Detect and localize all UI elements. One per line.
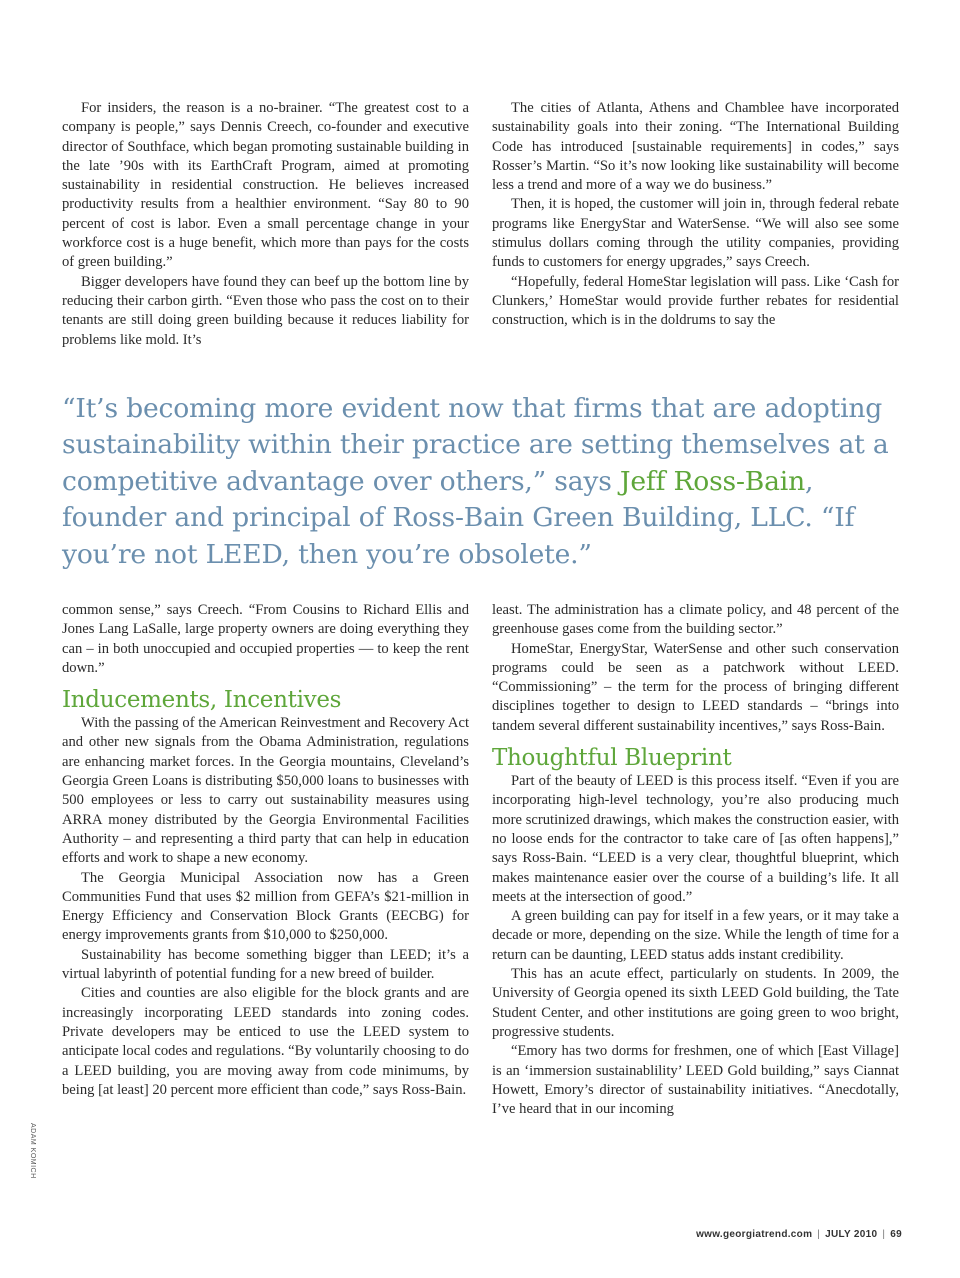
footer-url: www.georgiatrend.com <box>696 1229 813 1240</box>
body-paragraph: With the passing of the American Reinvestment and Recovery Act and other new signals from the Obama Administration, regulations are enhancing market forces. In the Georgia mountains, Cleveland’s Georgia Green Loans is distributing $50,000 loans to businesses with 500 employees or less to carry out sustainability measures using ARRA money distributed by the Georgia Environmental Facilities Authority – and representing a third party that can help in education efforts and work to shape a new economy. <box>62 715 469 867</box>
footer-divider: | <box>817 1229 821 1240</box>
body-paragraph: The cities of Atlanta, Athens and Chamblee have incorporated sustainability goals into their zoning. “The International Building Code has introduced [sustainable requirements] in codes,” says Rosser’s Martin. “So it’s now looking like sustainability will become less a trend and more of a way we do business.” <box>492 100 899 194</box>
footer-issue: JULY 2010 <box>825 1229 878 1240</box>
page-number: 69 <box>890 1229 902 1240</box>
page-footer <box>696 1229 902 1240</box>
footer-divider: | <box>882 1229 886 1240</box>
body-paragraph: This has an acute effect, particularly on students. In 2009, the University of Georgia opened its sixth LEED Gold building, the Tate Student Center, and other institutions are going green to woo bright, progressive students. <box>492 966 899 1040</box>
photo-credit: ADAM KOMICH <box>29 1123 36 1179</box>
body-paragraph: Bigger developers have found they can beef up the bottom line by reducing their carbon girth. “Even those who pass the cost on to their tenants are still doing green building because it reduces liability for problems like mold. It’s <box>62 273 469 348</box>
article-column-bottom-right <box>492 601 899 1119</box>
pull-quote <box>62 391 912 573</box>
article-column-top-right <box>492 99 899 331</box>
body-paragraph: Sustainability has become something bigger than LEED; it’s a virtual labyrinth of potential funding for a new breed of builder. <box>62 946 469 983</box>
pull-quote-speaker: Jeff Ross-Bain <box>619 465 806 497</box>
body-paragraph: HomeStar, EnergyStar, WaterSense and other such conservation programs could be seen as a patchwork without LEED. “Commissioning” – the term for the process of bringing different disciplines together to design to LEED standards – “brings into tandem several different sustainability incentives,” says Ross-Bain. <box>492 640 899 734</box>
pull-quote-text-end: , founder and principal of Ross-Bain Green Building, LLC. “If you’re not LEED, then you’re obsolete.” <box>62 465 855 570</box>
article-column-top-left <box>62 99 469 350</box>
pull-quote-text: “It’s becoming more evident now that firms that are adopting sustainability within their practice are setting themselves at a competitive advantage over others,” says <box>62 393 889 497</box>
article-column-bottom-left <box>62 601 469 1100</box>
body-paragraph: Part of the beauty of LEED is this process itself. “Even if you are incorporating high-level technology, you’re also producing much more scrutinized drawings, which makes the construction easier, with no loose ends for the contractor to take care of [as often happens],” says Ross-Bain. “LEED is a very clear, thoughtful blueprint, which makes maintenance easier over the course of a building’s life. It all meets at the intersection of good.” <box>492 773 899 905</box>
body-paragraph-continued: least. The administration has a climate policy, and 48 percent of the greenhouse gases come from the building sector.” <box>492 602 899 638</box>
body-paragraph-continued: common sense,” says Creech. “From Cousins to Richard Ellis and Jones Lang LaSalle, large property owners are doing everything they can – in both unoccupied and occupied properties — to keep the rent down.” <box>62 602 469 676</box>
body-paragraph: A green building can pay for itself in a few years, or it may take a decade or more, depending on the size. While the length of time for a return can be daunting, LEED status adds instant credibility. <box>492 908 899 963</box>
body-paragraph: “Emory has two dorms for freshmen, one of which [East Village] is an ‘immersion sustainablility’ LEED Gold building,” says Ciannat Howett, Emory’s director of sustainability initiatives. “Anecdotally, I’ve heard that in our incoming <box>492 1043 899 1118</box>
body-paragraph: Cities and counties are also eligible for the block grants and are increasingly incorporating LEED standards into zoning codes. Private developers may be enticed to use the LEED system to anticipate local codes and regulations. “By voluntarily choosing to do a LEED building, you are moving away from code minimums, by being [at least] 20 percent more efficient than code,” says Ross-Bain. <box>62 985 469 1098</box>
body-paragraph: Then, it is hoped, the customer will join in, through federal rebate programs like EnergyStar and WaterSense. “We will also see some stimulus dollars coming through the utility companies, providing funds to customers for energy upgrades,” says Creech. <box>492 196 899 271</box>
body-paragraph: “Hopefully, federal HomeStar legislation will pass. Like ‘Cash for Clunkers,’ HomeStar would provide further rebates for residential construction, which is in the doldrums to say the <box>492 273 899 329</box>
body-paragraph: The Georgia Municipal Association now has a Green Communities Fund that uses $2 million from GEFA’s $21-million in Energy Efficiency and Conservation Block Grants (EECBG) for energy improvements grants from $10,000 to $250,000. <box>62 869 469 944</box>
body-paragraph: For insiders, the reason is a no-brainer. “The greatest cost to a company is people,” says Dennis Creech, co-founder and executive director of Southface, which began promoting sustainable building in the late ’90s with its EarthCraft Program, aimed at promoting sustainability in residential construction. He believes increased productivity results from a healthier environment. “Say 80 to 90 percent of cost is labor. Even a small percentage change in your workforce cost is a huge benefit, which more than pays for the costs of green building.” <box>62 100 469 271</box>
section-heading: Inducements, Incentives <box>62 687 342 714</box>
section-heading: Thoughtful Blueprint <box>492 745 732 772</box>
